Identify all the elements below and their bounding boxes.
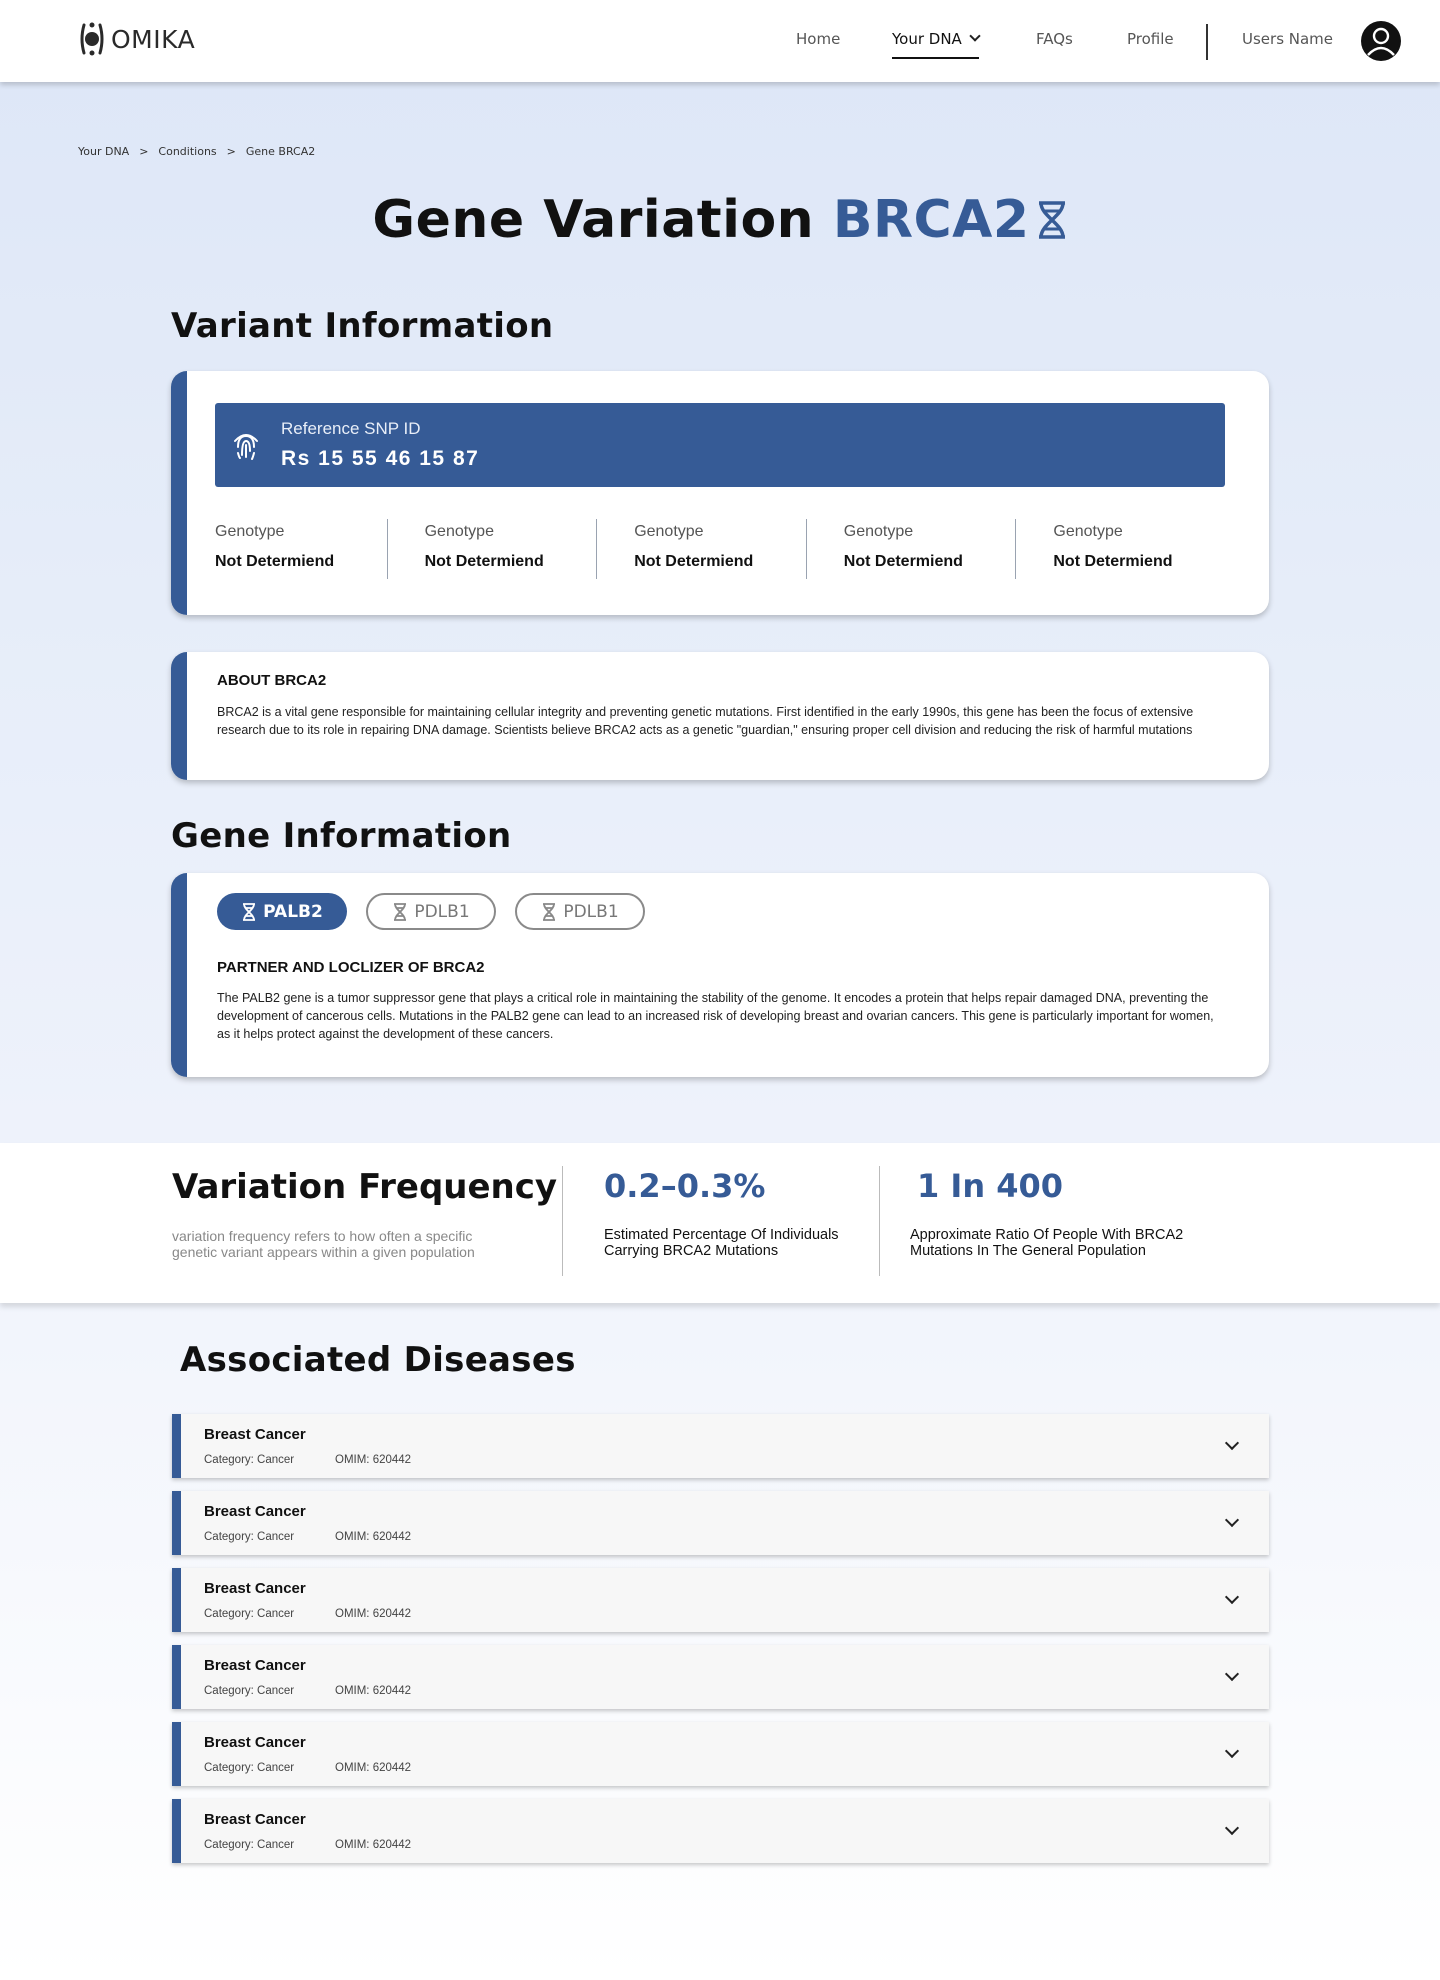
dna-icon bbox=[541, 903, 557, 921]
disease-category: Category: Cancer bbox=[204, 1454, 295, 1466]
disease-accordion-item[interactable] bbox=[172, 1568, 1269, 1632]
page-title-prefix: Gene Variation bbox=[372, 190, 815, 250]
disease-omim: OMIM: 620442 bbox=[335, 1839, 412, 1851]
nav-profile[interactable]: Profile bbox=[1127, 30, 1174, 48]
dna-icon bbox=[1036, 200, 1068, 240]
brand-name: OMIKA bbox=[111, 24, 196, 54]
disease-name: Breast Cancer bbox=[204, 1503, 306, 1520]
breadcrumb-conditions[interactable]: Conditions bbox=[158, 145, 217, 158]
breadcrumb-separator: > bbox=[226, 145, 236, 158]
page-title bbox=[0, 190, 1440, 250]
tab-label: PALB2 bbox=[263, 901, 323, 922]
breadcrumb bbox=[78, 145, 315, 158]
disease-name: Breast Cancer bbox=[204, 1734, 306, 1751]
nav-active-underline bbox=[892, 57, 979, 59]
nav-your-dna-label: Your DNA bbox=[892, 30, 962, 48]
genotype-value: Not Determiend bbox=[634, 553, 754, 570]
disease-accordion-item[interactable] bbox=[172, 1491, 1269, 1555]
snp-id-label: Reference SNP ID bbox=[281, 419, 421, 438]
dna-icon bbox=[392, 903, 408, 921]
disease-accordion-item[interactable] bbox=[172, 1722, 1269, 1786]
disease-omim: OMIM: 620442 bbox=[335, 1531, 412, 1543]
genotype-label: Genotype bbox=[634, 523, 704, 540]
snp-id-value: Rs 15 55 46 15 87 bbox=[281, 447, 480, 470]
disease-category: Category: Cancer bbox=[204, 1762, 295, 1774]
variation-frequency-section bbox=[0, 1143, 1440, 1303]
disease-omim: OMIM: 620442 bbox=[335, 1454, 412, 1466]
genotype-label: Genotype bbox=[215, 523, 285, 540]
stat-divider bbox=[562, 1166, 563, 1276]
variation-frequency-title: Variation Frequency bbox=[172, 1167, 558, 1207]
disease-omim: OMIM: 620442 bbox=[335, 1685, 412, 1697]
stat-ratio-label: Approximate Ratio Of People With BRCA2 Mutations In The General Population bbox=[910, 1227, 1184, 1259]
disease-accordion-item[interactable] bbox=[172, 1414, 1269, 1478]
disease-name: Breast Cancer bbox=[204, 1811, 306, 1828]
tab-label: PDLB1 bbox=[563, 901, 619, 922]
tab-label: PDLB1 bbox=[414, 901, 470, 922]
tab-pdlb1[interactable] bbox=[366, 893, 496, 930]
stat-divider bbox=[879, 1166, 880, 1276]
dna-icon bbox=[241, 903, 257, 921]
disease-category: Category: Cancer bbox=[204, 1685, 295, 1697]
genotype-value: Not Determiend bbox=[215, 553, 335, 570]
gene-information-heading: Gene Information bbox=[171, 816, 512, 856]
variant-information-heading: Variant Information bbox=[171, 306, 554, 346]
chevron-down-icon[interactable] bbox=[1225, 1667, 1239, 1681]
genotype-value: Not Determiend bbox=[1053, 553, 1173, 570]
disease-category: Category: Cancer bbox=[204, 1531, 295, 1543]
top-header bbox=[0, 0, 1440, 82]
associated-diseases-heading: Associated Diseases bbox=[180, 1340, 576, 1380]
genotype-item bbox=[806, 519, 1016, 579]
nav-home[interactable]: Home bbox=[796, 30, 841, 48]
genotype-item bbox=[215, 519, 387, 579]
genotype-value: Not Determiend bbox=[843, 553, 963, 570]
logo-mark-icon bbox=[79, 20, 105, 58]
disease-name: Breast Cancer bbox=[204, 1426, 306, 1443]
genotype-row bbox=[215, 519, 1225, 579]
chevron-down-icon[interactable] bbox=[1225, 1744, 1239, 1758]
disease-omim: OMIM: 620442 bbox=[335, 1608, 412, 1620]
user-name[interactable]: Users Name bbox=[1242, 30, 1334, 48]
chevron-down-icon[interactable] bbox=[1225, 1436, 1239, 1450]
nav-your-dna[interactable] bbox=[892, 30, 979, 48]
stat-percentage-label: Estimated Percentage Of Individuals Carrying BRCA2 Mutations bbox=[604, 1227, 839, 1259]
disease-category: Category: Cancer bbox=[204, 1608, 295, 1620]
stat-percentage-value: 0.2–0.3% bbox=[604, 1167, 766, 1205]
page-title-gene: BRCA2 bbox=[832, 190, 1030, 250]
genotype-value: Not Determiend bbox=[424, 553, 544, 570]
genotype-item bbox=[1015, 519, 1225, 579]
genotype-item bbox=[596, 519, 806, 579]
chevron-down-icon[interactable] bbox=[1225, 1513, 1239, 1527]
user-avatar-icon[interactable] bbox=[1361, 21, 1401, 61]
disease-accordion-item[interactable] bbox=[172, 1799, 1269, 1863]
gene-information-card bbox=[171, 873, 1269, 1077]
disease-accordion-item[interactable] bbox=[172, 1645, 1269, 1709]
disease-category: Category: Cancer bbox=[204, 1839, 295, 1851]
about-title: ABOUT BRCA2 bbox=[217, 672, 327, 689]
tab-palb2[interactable] bbox=[217, 893, 347, 930]
genotype-label: Genotype bbox=[1053, 523, 1123, 540]
snp-id-banner bbox=[215, 403, 1225, 487]
disease-name: Breast Cancer bbox=[204, 1580, 306, 1597]
about-gene-card bbox=[171, 652, 1269, 780]
breadcrumb-current: Gene BRCA2 bbox=[245, 145, 316, 158]
breadcrumb-your-dna[interactable]: Your DNA bbox=[78, 145, 130, 158]
disease-name: Breast Cancer bbox=[204, 1657, 306, 1674]
nav-faqs[interactable]: FAQs bbox=[1036, 30, 1073, 48]
gene-sub-title: PARTNER AND LOCLIZER OF BRCA2 bbox=[217, 959, 485, 976]
brand-logo[interactable] bbox=[79, 20, 195, 58]
chevron-down-icon bbox=[969, 30, 980, 41]
variant-information-card bbox=[171, 371, 1269, 615]
breadcrumb-separator: > bbox=[139, 145, 149, 158]
variation-frequency-description: variation frequency refers to how often a specific genetic variant appears within a given population bbox=[172, 1228, 475, 1260]
disease-omim: OMIM: 620442 bbox=[335, 1762, 412, 1774]
chevron-down-icon[interactable] bbox=[1225, 1590, 1239, 1604]
genotype-label: Genotype bbox=[424, 523, 494, 540]
genotype-label: Genotype bbox=[843, 523, 914, 540]
fingerprint-icon bbox=[231, 429, 261, 461]
tab-pdlb1-2[interactable] bbox=[515, 893, 645, 930]
genotype-item bbox=[387, 519, 597, 579]
about-text: BRCA2 is a vital gene responsible for maintaining cellular integrity and preventing genetic mutations. First identified in the early 1990s, this gene has been the focus of extensive research due to its role in repairing DNA damage. Scientists believe BRCA2 acts as a genetic "guardian," ensuring proper cell division and reducing the risk of harmful mutations bbox=[217, 705, 1194, 737]
nav-divider bbox=[1206, 24, 1208, 60]
stat-ratio-value: 1 In 400 bbox=[917, 1167, 1064, 1205]
gene-description: The PALB2 gene is a tumor suppressor gene that plays a critical role in maintaining the stability of the genome. It encodes a protein that helps repair damaged DNA, preventing the development of cancerous cells. Mutations in the PALB2 gene can lead to an increased risk of developing breast and ovarian cancers. This gene is particularly important for women, as it helps protect against the development of these cancers. bbox=[217, 991, 1214, 1041]
chevron-down-icon[interactable] bbox=[1225, 1821, 1239, 1835]
